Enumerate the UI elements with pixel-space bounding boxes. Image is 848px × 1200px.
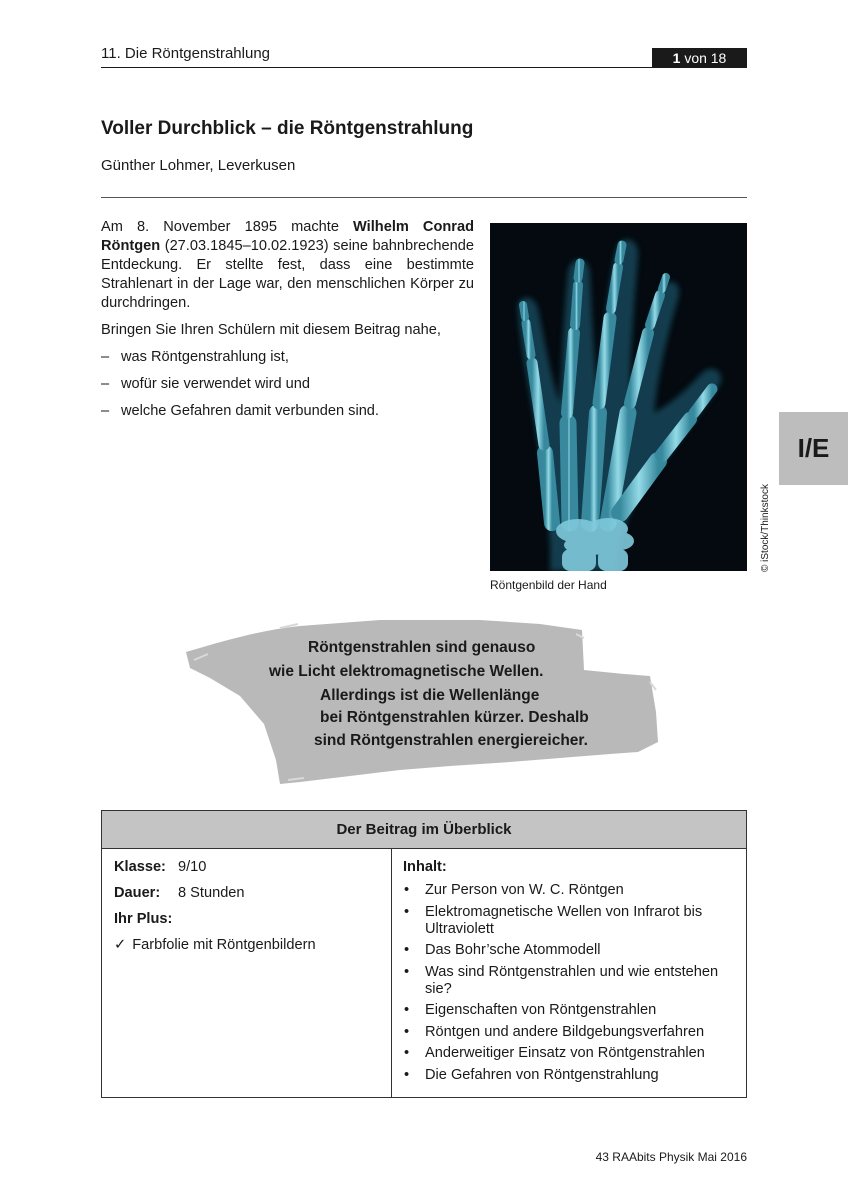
bullet-marker: • bbox=[404, 882, 410, 898]
intro-list-text: was Röntgenstrahlung ist, bbox=[121, 349, 289, 365]
dash-marker: – bbox=[101, 403, 110, 419]
intro-list-item bbox=[101, 348, 474, 367]
inhalt-item-text: Was sind Röntgenstrahlen und wie entstehen sie? bbox=[425, 963, 719, 997]
section-tab: I/E bbox=[779, 412, 848, 485]
banner-line: bei Röntgenstrahlen kürzer. Deshalb bbox=[320, 709, 589, 726]
running-head: 11. Die Röntgenstrahlung bbox=[101, 45, 270, 62]
inhalt-item bbox=[403, 1002, 743, 1019]
banner-line: Röntgenstrahlen sind genauso bbox=[308, 639, 536, 656]
intro-list-text: wofür sie verwendet wird und bbox=[121, 376, 310, 392]
page-number-badge bbox=[652, 48, 747, 68]
intro-text bbox=[101, 218, 474, 429]
inhalt-item-text: Eigenschaften von Röntgenstrahlen bbox=[425, 1002, 657, 1018]
checkmark-icon: ✓ bbox=[114, 937, 127, 953]
hand-xray-image bbox=[490, 223, 747, 571]
dauer-value: 8 Stunden bbox=[178, 885, 245, 901]
klasse-value: 9/10 bbox=[178, 859, 207, 875]
banner-line: Allerdings ist die Wellenlänge bbox=[320, 687, 540, 704]
dash-marker: – bbox=[101, 349, 110, 365]
bullet-marker: • bbox=[404, 963, 410, 980]
inhalt-item-text: Anderweitiger Einsatz von Röntgenstrahlen bbox=[425, 1045, 705, 1061]
inhalt-item bbox=[403, 942, 743, 959]
hand-xray-illustration bbox=[490, 223, 747, 571]
inhalt-list bbox=[403, 882, 743, 1084]
klasse-row bbox=[114, 858, 384, 877]
intro-list-item bbox=[101, 402, 474, 421]
inhalt-label: Inhalt: bbox=[403, 859, 447, 875]
intro-p1-name: Wilhelm Conrad Röntgen bbox=[101, 219, 474, 254]
banner-line: wie Licht elektromagnetische Wellen. bbox=[269, 663, 544, 680]
overview-meta bbox=[114, 858, 384, 962]
dauer-row bbox=[114, 884, 384, 903]
title-rule bbox=[101, 197, 747, 198]
plus-row bbox=[114, 910, 384, 929]
inhalt-item bbox=[403, 1045, 743, 1062]
plus-item bbox=[114, 936, 384, 955]
author: Günther Lohmer, Leverkusen bbox=[101, 157, 296, 174]
image-credit: © iStock/Thinkstock bbox=[760, 484, 771, 572]
bullet-marker: • bbox=[404, 942, 410, 958]
image-caption: Röntgenbild der Hand bbox=[490, 578, 607, 592]
inhalt-item-text: Elektromagnetische Wellen von Infrarot bis Ultraviolett bbox=[425, 903, 703, 937]
overview-heading: Der Beitrag im Überblick bbox=[102, 811, 746, 849]
bullet-marker: • bbox=[404, 903, 410, 920]
page-number: 1 bbox=[672, 50, 681, 66]
bullet-marker: • bbox=[404, 1066, 410, 1083]
bullet-marker: • bbox=[404, 1023, 410, 1040]
page-footer: 43 RAAbits Physik Mai 2016 bbox=[595, 1150, 747, 1164]
inhalt-item bbox=[403, 882, 743, 899]
bullet-marker: • bbox=[404, 1045, 410, 1061]
intro-p1-end: (27.03.1845–10.02.1923) seine bahnbrechende Entdeckung. Er stellte fest, dass eine bestimmte Strahlenart in der Lage war, den menschlichen Körper zu durchdringen. bbox=[101, 238, 474, 311]
bullet-marker: • bbox=[404, 1002, 410, 1018]
klasse-label: Klasse: bbox=[114, 859, 166, 875]
plus-label: Ihr Plus: bbox=[114, 911, 173, 927]
inhalt-item-text: Das Bohr’sche Atommodell bbox=[425, 942, 601, 958]
dauer-label: Dauer: bbox=[114, 885, 161, 901]
intro-list-text: welche Gefahren damit verbunden sind. bbox=[121, 403, 379, 419]
intro-p1-start: Am 8. November 1895 machte bbox=[101, 219, 354, 235]
intro-paragraph-2: Bringen Sie Ihren Schülern mit diesem Beitrag nahe, bbox=[101, 322, 441, 338]
inhalt-item bbox=[403, 1067, 743, 1084]
intro-paragraph-1 bbox=[101, 218, 474, 313]
inhalt-item bbox=[403, 1024, 743, 1041]
intro-list bbox=[101, 348, 474, 421]
header-rule bbox=[101, 67, 747, 68]
inhalt-item-text: Zur Person von W. C. Röntgen bbox=[425, 882, 624, 898]
intro-list-item bbox=[101, 375, 474, 394]
inhalt-item-text: Röntgen und andere Bildgebungsverfahren bbox=[425, 1023, 705, 1040]
dash-marker: – bbox=[101, 376, 110, 392]
inhalt-item bbox=[403, 964, 743, 998]
article-title: Voller Durchblick – die Röntgenstrahlung bbox=[101, 118, 474, 139]
banner-line: sind Röntgenstrahlen energiereicher. bbox=[314, 732, 588, 749]
overview-divider bbox=[391, 849, 392, 1097]
inhalt-item-text: Die Gefahren von Röntgenstrahlung bbox=[425, 1066, 659, 1083]
plus-item-text: Farbfolie mit Röntgenbildern bbox=[132, 937, 316, 953]
page-of: von 18 bbox=[684, 50, 727, 66]
overview-contents bbox=[403, 858, 743, 1088]
inhalt-item bbox=[403, 904, 743, 938]
overview-box bbox=[101, 810, 747, 1098]
